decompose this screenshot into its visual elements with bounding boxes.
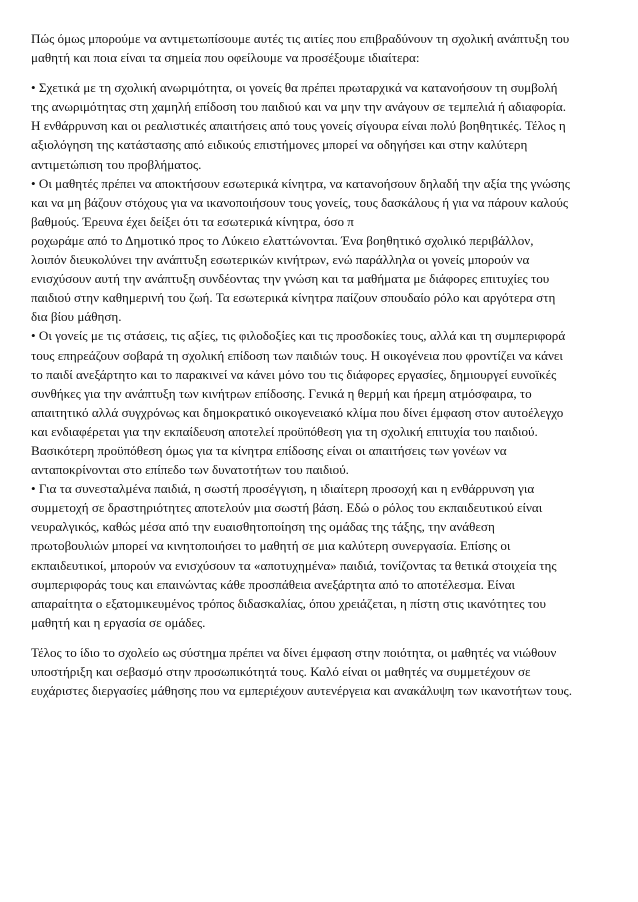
text-line: Πώς όμως μπορούμε να αντιμετωπίσουμε αυτές τις αιτίες που επιβραδύνουν τη σχολική ανάπτυξη του [31,31,570,46]
text-line: τους επηρεάζουν σοβαρά τη σχολική επίδοση των παιδιών τους. Η οικογένεια που φροντίζει να κάνει [31,347,563,363]
text-line: • Για τα συνεσταλμένα παιδιά, η σωστή προσέγγιση, η ιδιαίτερη προσοχή και η ενθάρρυνση για [31,481,535,497]
text-line: αντιμετώπιση του προβλήματος. [31,156,202,172]
text-line: ενισχύσουν αυτή την ανάπτυξη συνδέοντας την γνώση και τα μαθήματα με διάφορες επιτυχίες του [31,271,550,287]
text-line: δια βίου μάθηση. [31,309,122,325]
text-line: ροχωράμε από το Δημοτικό προς το Λύκειο ελαττώνονται. Ένα βοηθητικό σχολικό περιβάλλον, [31,232,534,248]
text-line: συμπεριφοράς τους και επαινώντας κάθε προσπάθεια ανεξάρτητα από το αποτέλεσμα. Είναι [31,576,515,592]
text-line: ευχάριστες διεργασίες μάθησης που να εμπεριέχουν αυτενέργεια και ανακάλυψη των ικανοτήτων τους. [31,683,573,699]
conclusion-paragraph [31,643,613,700]
paragraph-gap [31,67,613,78]
text-line: μαθητή και ποια είναι τα σημεία που οφείλουμε να προσέξουμε ιδιαίτερα: [31,50,420,66]
text-line: βαθμούς. Έρευνα έχει δείξει ότι τα εσωτερικά κίνητρα, όσο π [31,213,354,229]
bullet-list [31,78,613,632]
text-line: υποστήριξη και σεβασμό στην προσωπικότητά τους. Καλό είναι οι μαθητές να συμμετέχουν σε [31,664,531,679]
text-line: και ενδιαφέρεται για την εκπαίδευση αποτελεί προϋπόθεση για τη σχολική επιτυχία του παιδιού. [31,423,538,439]
text-line: το παιδί ανεξάρτητο και το παρακινεί να κάνει μόνο του τις διάφορες εργασίες, δημιουργεί ευνοϊκές [31,366,557,382]
text-line: πρωτοβουλιών μπορεί να κινητοποιήσει το μαθητή σε μια καλύτερη συνεργασία. Επίσης οι [31,538,511,554]
text-line: Τέλος το ίδιο το σχολείο ως σύστημα πρέπει να δίνει έμφαση στην ποιότητα, οι μαθητές να νιώθουν [31,644,557,660]
text-line: απαραίτητα ο εξατομικευμένος τρόπος διδασκαλίας, όπου χρειάζεται, η πίστη στις ικανότητες του [31,595,546,611]
text-line: • Σχετικά με τη σχολική ανωριμότητα, οι γονείς θα πρέπει πρωταρχικά να κατανοήσουν τη συμβολή [31,80,558,96]
text-line: συμμετοχή σε δραστηριότητες αποτελούν μια σωστή βάση. Εδώ ο ρόλος του εκπαιδευτικού είναι [31,500,543,516]
paragraph-gap [31,632,613,643]
text-line: παιδιού στην καθημερινή του ζωή. Τα εσωτερικά κίνητρα παίζουν σπουδαίο ρόλο και αργότερα στη [31,290,556,306]
text-line: • Οι γονείς με τις στάσεις, τις αξίες, τις φιλοδοξίες και τις προσδοκίες τους, αλλά και τη συμπεριφορά [31,328,566,344]
text-line: και να μη βάζουν στόχους για να ικανοποιήσουν τους γονείς, τους δασκάλους ή για να πάρουν καλούς [31,194,569,210]
text-line: • Οι μαθητές πρέπει να αποκτήσουν εσωτερικά κίνητρα, να κατανοήσουν δηλαδή την αξία της γνώσης [31,175,570,191]
text-line: ανταποκρίνονται στο επίπεδο των δυνατοτήτων του παιδιού. [31,462,349,478]
text-line: εκπαιδευτικοί, μπορούν να ενισχύσουν τα «αποτυχημένα» παιδιά, τονίζοντας τα θετικά στοιχεία της [31,557,557,573]
text-line: Η ενθάρρυνση και οι ρεαλιστικές απαιτήσεις από τους γονείς σίγουρα είναι πολύ βοηθητικές. Τέλος η [31,118,566,134]
text-line: νευραλγικός, καθώς μέσα από την ευαισθητοποίηση της ομάδας της τάξης, την ανάθεση [31,519,495,535]
text-line: της ανωριμότητας στη χαμηλή επίδοση του παιδιού και να μην την ανάγουν σε τεμπελιά ή αδιαφορία. [31,99,567,115]
text-line: λοιπόν διευκολύνει την ανάπτυξη εσωτερικών κινήτρων, ενώ παράλληλα οι γονείς μπορούν να [31,252,530,268]
text-line: μαθητή και η εργασία σε ομάδες. [31,614,206,630]
text-line: συνθήκες για την ανάπτυξη των κινήτρων επίδοσης. Γενικά η θερμή και ήρεμη ατμόσφαιρα, το [31,385,532,401]
text-line: απαιτητικό αλλά συγχρόνως και δημοκρατικό οικογενειακό κλίμα που δίνει έμφαση στον αυτοέλεγχο [31,404,564,420]
document-page [31,29,613,700]
intro-paragraph [31,29,613,67]
text-line: Βασικότερη προϋπόθεση όμως για τα κίνητρα επίδοσης είναι οι απαιτήσεις των γονέων να [31,442,507,458]
text-line: αξιολόγηση της κατάστασης από ειδικούς επιστήμονες μπορεί να οδηγήσει και στην καλύτερη [31,137,528,153]
